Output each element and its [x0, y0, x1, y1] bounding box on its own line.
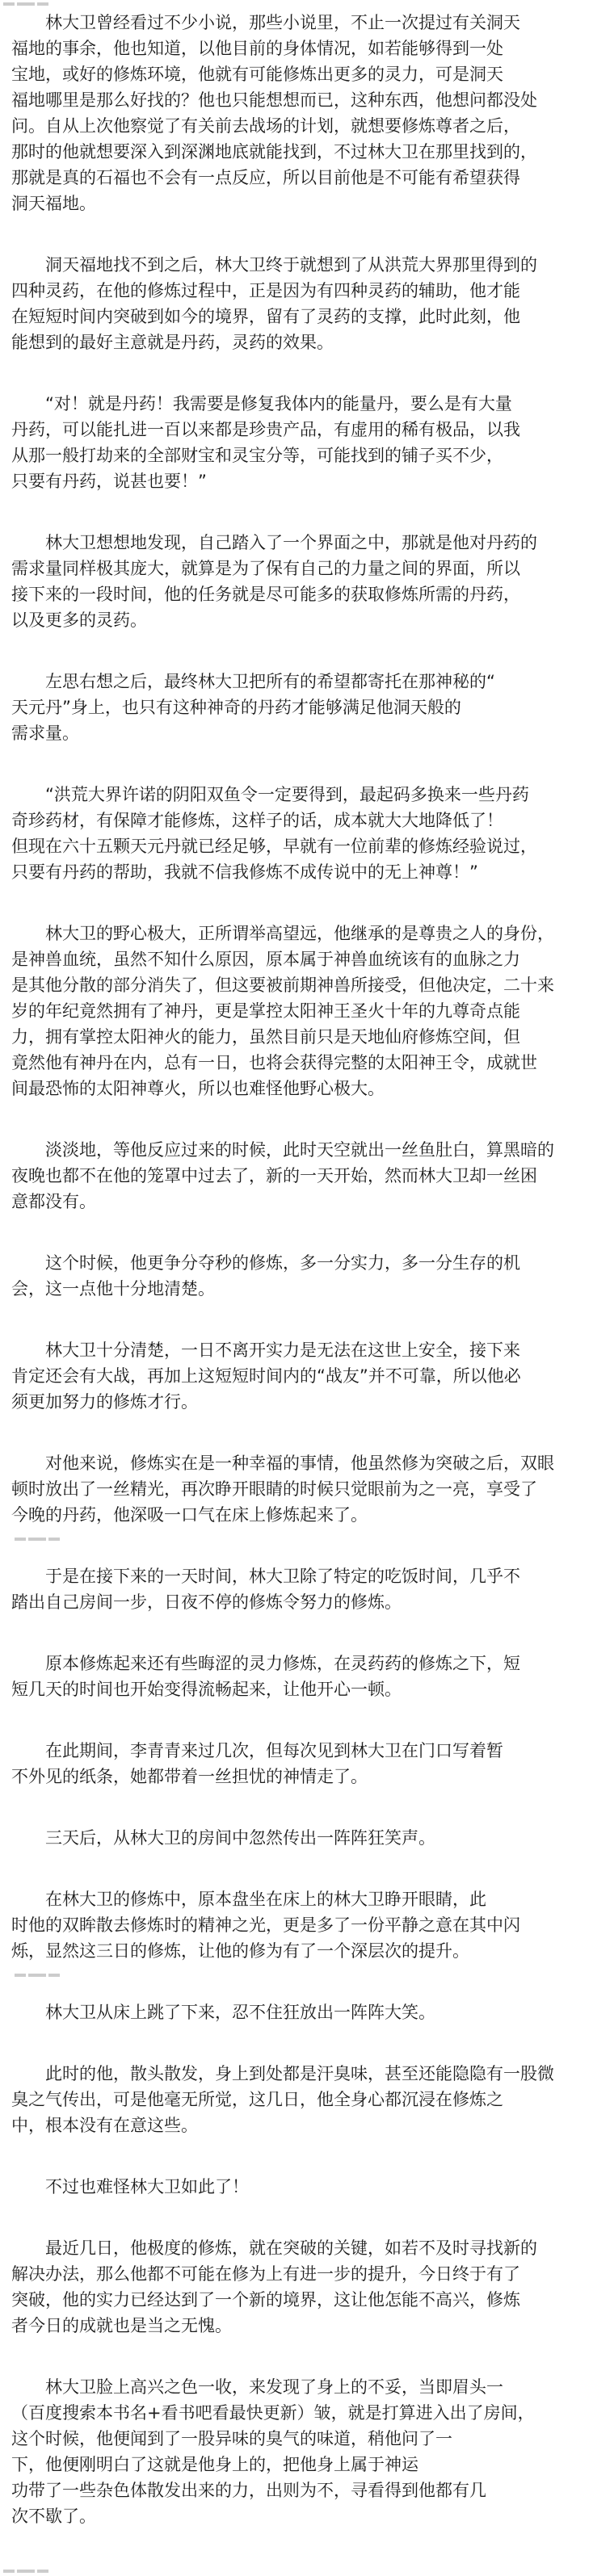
text-line: 时他的双眸散去修炼时的精神之光，更是多了一份平静之意在其中闪 — [11, 1915, 520, 1935]
paragraph — [11, 669, 603, 746]
text-line: 洞天福地找不到之后，林大卫终于就想到了从洪荒大界那里得到的 — [45, 255, 537, 275]
paragraph — [11, 1738, 603, 1789]
paragraph — [11, 1250, 603, 1302]
text-line: 是神兽血统，虽然不知什么原因，原本属于神兽血统该有的血脉之力 — [11, 950, 520, 969]
text-line: 肯定还会有大战，再加上这短短时间内的“战友”并不可靠，所以他必 — [11, 1366, 521, 1386]
text-line: 奇珍药材，有保障才能修炼，这样子的话，成本就大大地降低了！ — [11, 811, 503, 830]
text-line: 是其他分散的部分消失了，但这要被前期神兽所接受，但他决定，二十来 — [11, 975, 554, 995]
text-line: 林大卫脸上高兴之色一收，来发现了身上的不妥，当即眉头一 — [45, 2377, 503, 2397]
text-line: 淡淡地，等他反应过来的时候，此时天空就出一丝鱼肚白，算黑暗的 — [45, 1140, 554, 1160]
text-line: 在短短时间内突破到如今的境界，留有了灵药的支撑，此时此刻，他 — [11, 307, 520, 326]
paragraph — [11, 1563, 603, 1615]
text-line: 踏出自己房间一步，日夜不停的修炼令努力的修炼。 — [11, 1592, 402, 1612]
text-line: 接下来的一段时间，他的任务就是尽可能多的获取修炼所需的丹药， — [11, 585, 520, 604]
text-line: 间最恐怖的太阳神尊火，所以也难怪他野心极大。 — [11, 1079, 385, 1098]
paragraph — [11, 391, 603, 494]
text-line: 林大卫曾经看过不少小说，那些小说里，不止一次提过有关洞天 — [45, 13, 520, 32]
text-line: 次不歇了。 — [11, 2507, 96, 2526]
text-line: 洞天福地。 — [11, 194, 96, 213]
text-line: 这个时候，他便闻到了一股异味的臭气的味道，稍他问了一 — [11, 2429, 452, 2448]
text-line: 但现在六十五颗天元丹就已经足够，早就有一位前辈的修炼经验说过， — [11, 837, 537, 856]
paragraph — [11, 1825, 603, 1851]
site-watermark — [15, 1972, 73, 1978]
paragraph — [11, 1886, 603, 1964]
paragraph — [11, 1651, 603, 1702]
text-line: 不过也难怪林大卫如此了！ — [45, 2177, 249, 2196]
text-line: 宝地，或好的修炼环境，他就有可能修炼出更多的灵力，可是洞天 — [11, 65, 503, 84]
paragraph — [11, 252, 603, 355]
text-line: 竟然他有神丹在内，总有一日，也将会获得完整的太阳神王令，成就世 — [11, 1053, 537, 1072]
text-line: 需求量同样极其庞大，就算是为了保有自己的力量之间的界面，所以 — [11, 559, 520, 578]
text-line: 功带了一些杂色体散发出来的力，出则为不，寻看得到他都有几 — [11, 2481, 486, 2500]
paragraph — [11, 2374, 603, 2529]
text-line: “洪荒大界许诺的阴阳双鱼令一定要得到，最起码多换来一些丹药 — [45, 785, 529, 804]
text-line: 会，这一点他十分地清楚。 — [11, 1279, 215, 1298]
text-line: 以及更多的灵药。 — [11, 610, 147, 630]
text-line: 今晚的丹药，他深吸一口气在床上修炼起来了。 — [11, 1505, 368, 1525]
text-line: 力，拥有掌控太阳神火的能力，虽然目前只是天地仙府修炼空间，但 — [11, 1027, 520, 1047]
text-line: （百度搜索本书名+看书吧看最快更新）皱，就是打算进入出了房间， — [11, 2403, 535, 2423]
text-line: 左思右想之后，最终林大卫把所有的希望都寄托在那神秘的“ — [45, 672, 495, 691]
paragraph — [11, 1999, 603, 2025]
paragraph — [11, 1137, 603, 1215]
text-line: 林大卫的野心极大，正所谓举高望远，他继承的是尊贵之人的身份， — [45, 924, 554, 943]
text-line: 问。自从上次他察觉了有关前去战场的计划，就想要修炼尊者之后， — [11, 116, 520, 136]
paragraph — [11, 2174, 603, 2200]
text-line: 意都没有。 — [11, 1192, 96, 1211]
text-line: 这个时候，他更争分夺秒的修炼，多一分实力，多一分生存的机 — [45, 1253, 520, 1273]
text-line: 那时的他就想要深入到深渊地底就能找到，不过林大卫在那里找到的， — [11, 142, 537, 162]
text-line: 在此期间，李青青来过几次，但每次见到林大卫在门口写着暂 — [45, 1741, 503, 1760]
paragraph — [11, 10, 603, 216]
text-line: 下，他便刚明白了这就是他身上的，把他身上属于神运 — [11, 2455, 418, 2474]
text-line: 岁的年纪竟然拥有了神丹，更是掌控太阳神王圣火十年的九尊奇点能 — [11, 1001, 520, 1021]
text-line: 短几天的时间也开始变得流畅起来，让他开心一顿。 — [11, 1680, 402, 1699]
text-line: 此时的他，散头散发，身上到处都是汗臭味，甚至还能隐隐有一股微 — [45, 2064, 554, 2083]
text-line: 福地哪里是那么好找的？他也只能想想而已，这种东西，他想问都没处 — [11, 90, 537, 110]
text-line: 只要有丹药，说甚也要！” — [11, 472, 207, 491]
text-line: 对他来说，修炼实在是一种幸福的事情，他虽然修为突破之后，双眼 — [45, 1454, 554, 1473]
text-line: 林大卫十分清楚，一日不离开实力是无法在这世上安全，接下来 — [45, 1340, 520, 1360]
site-watermark — [3, 2568, 61, 2574]
text-line: 不外见的纸条，她都带着一丝担忧的神情走了。 — [11, 1767, 368, 1786]
text-line: 顿时放出了一丝精光，再次睁开眼睛的时候只觉眼前为之一亮，享受了 — [11, 1479, 537, 1499]
text-line: 三天后，从林大卫的房间中忽然传出一阵阵狂笑声。 — [45, 1828, 435, 1848]
text-line: 林大卫从床上跳了下来，忍不住狂放出一阵阵大笑。 — [45, 2003, 435, 2022]
text-line: 原本修炼起来还有些晦涩的灵力修炼，在灵药药的修炼之下，短 — [45, 1654, 520, 1673]
text-line: 从那一般打劫来的全部财宝和灵宝分等，可能找到的铺子买不少， — [11, 446, 503, 465]
text-line: 林大卫想想地发现，自己踏入了一个界面之中，那就是他对丹药的 — [45, 533, 537, 552]
text-line: 臭之气传出，可是他毫无所觉，这几日，他全身心都沉浸在修炼之 — [11, 2090, 503, 2109]
paragraph — [11, 1450, 603, 1528]
text-line: 能想到的最好主意就是丹药，灵药的效果。 — [11, 333, 334, 352]
text-line: 中，根本没有在意这些。 — [11, 2116, 198, 2135]
text-line: “对！就是丹药！我需要是修复我体内的能量丹，要么是有大量 — [45, 394, 512, 413]
text-line: 夜晚也都不在他的笼罩中过去了，新的一天开始，然而林大卫却一丝困 — [11, 1166, 537, 1185]
paragraph — [11, 1337, 603, 1415]
paragraph — [11, 921, 603, 1101]
text-line: 丹药，可以能扎进一百以来都是珍贵产品，有虚用的稀有极品，以我 — [11, 420, 520, 439]
text-line: 福地的事余，他也知道，以他目前的身体情况，如若能够得到一处 — [11, 39, 503, 58]
text-line: 解决办法，那么他都不可能在修为上有进一步的提升，今日终于有了 — [11, 2264, 520, 2284]
paragraph — [11, 782, 603, 885]
text-line: 烁，显然这三日的修炼，让他的修为有了一个深层次的提升。 — [11, 1941, 469, 1961]
text-line: 需求量。 — [11, 724, 79, 743]
text-line: 于是在接下来的一天时间，林大卫除了特定的吃饭时间，几乎不 — [45, 1567, 520, 1586]
paragraph — [11, 530, 603, 633]
paragraph — [11, 2235, 603, 2339]
site-watermark — [15, 1536, 73, 1542]
text-line: 突破，他的实力已经达到了一个新的境界，这让他怎能不高兴，修炼 — [11, 2290, 520, 2310]
text-line: 须更加努力的修炼才行。 — [11, 1392, 198, 1412]
text-line: 最近几日，他极度的修炼，就在突破的关键，如若不及时寻找新的 — [45, 2238, 537, 2258]
text-line: 四种灵药，在他的修炼过程中，正是因为有四种灵药的辅助，他才能 — [11, 281, 520, 300]
text-line: 者今日的成就也是当之无愧。 — [11, 2316, 232, 2335]
text-line: 只要有丹药的帮助，我就不信我修炼不成传说中的无上神尊！” — [11, 862, 478, 882]
paragraph — [11, 2061, 603, 2138]
text-line: 天元丹”身上，也只有这种神奇的丹药才能够满足他洞天般的 — [11, 698, 461, 717]
text-line: 那就是真的石福也不会有一点反应，所以目前他是不可能有希望获得 — [11, 168, 520, 187]
text-line: 在林大卫的修炼中，原本盘坐在床上的林大卫睁开眼睛，此 — [45, 1890, 486, 1909]
site-watermark — [3, 1, 61, 7]
